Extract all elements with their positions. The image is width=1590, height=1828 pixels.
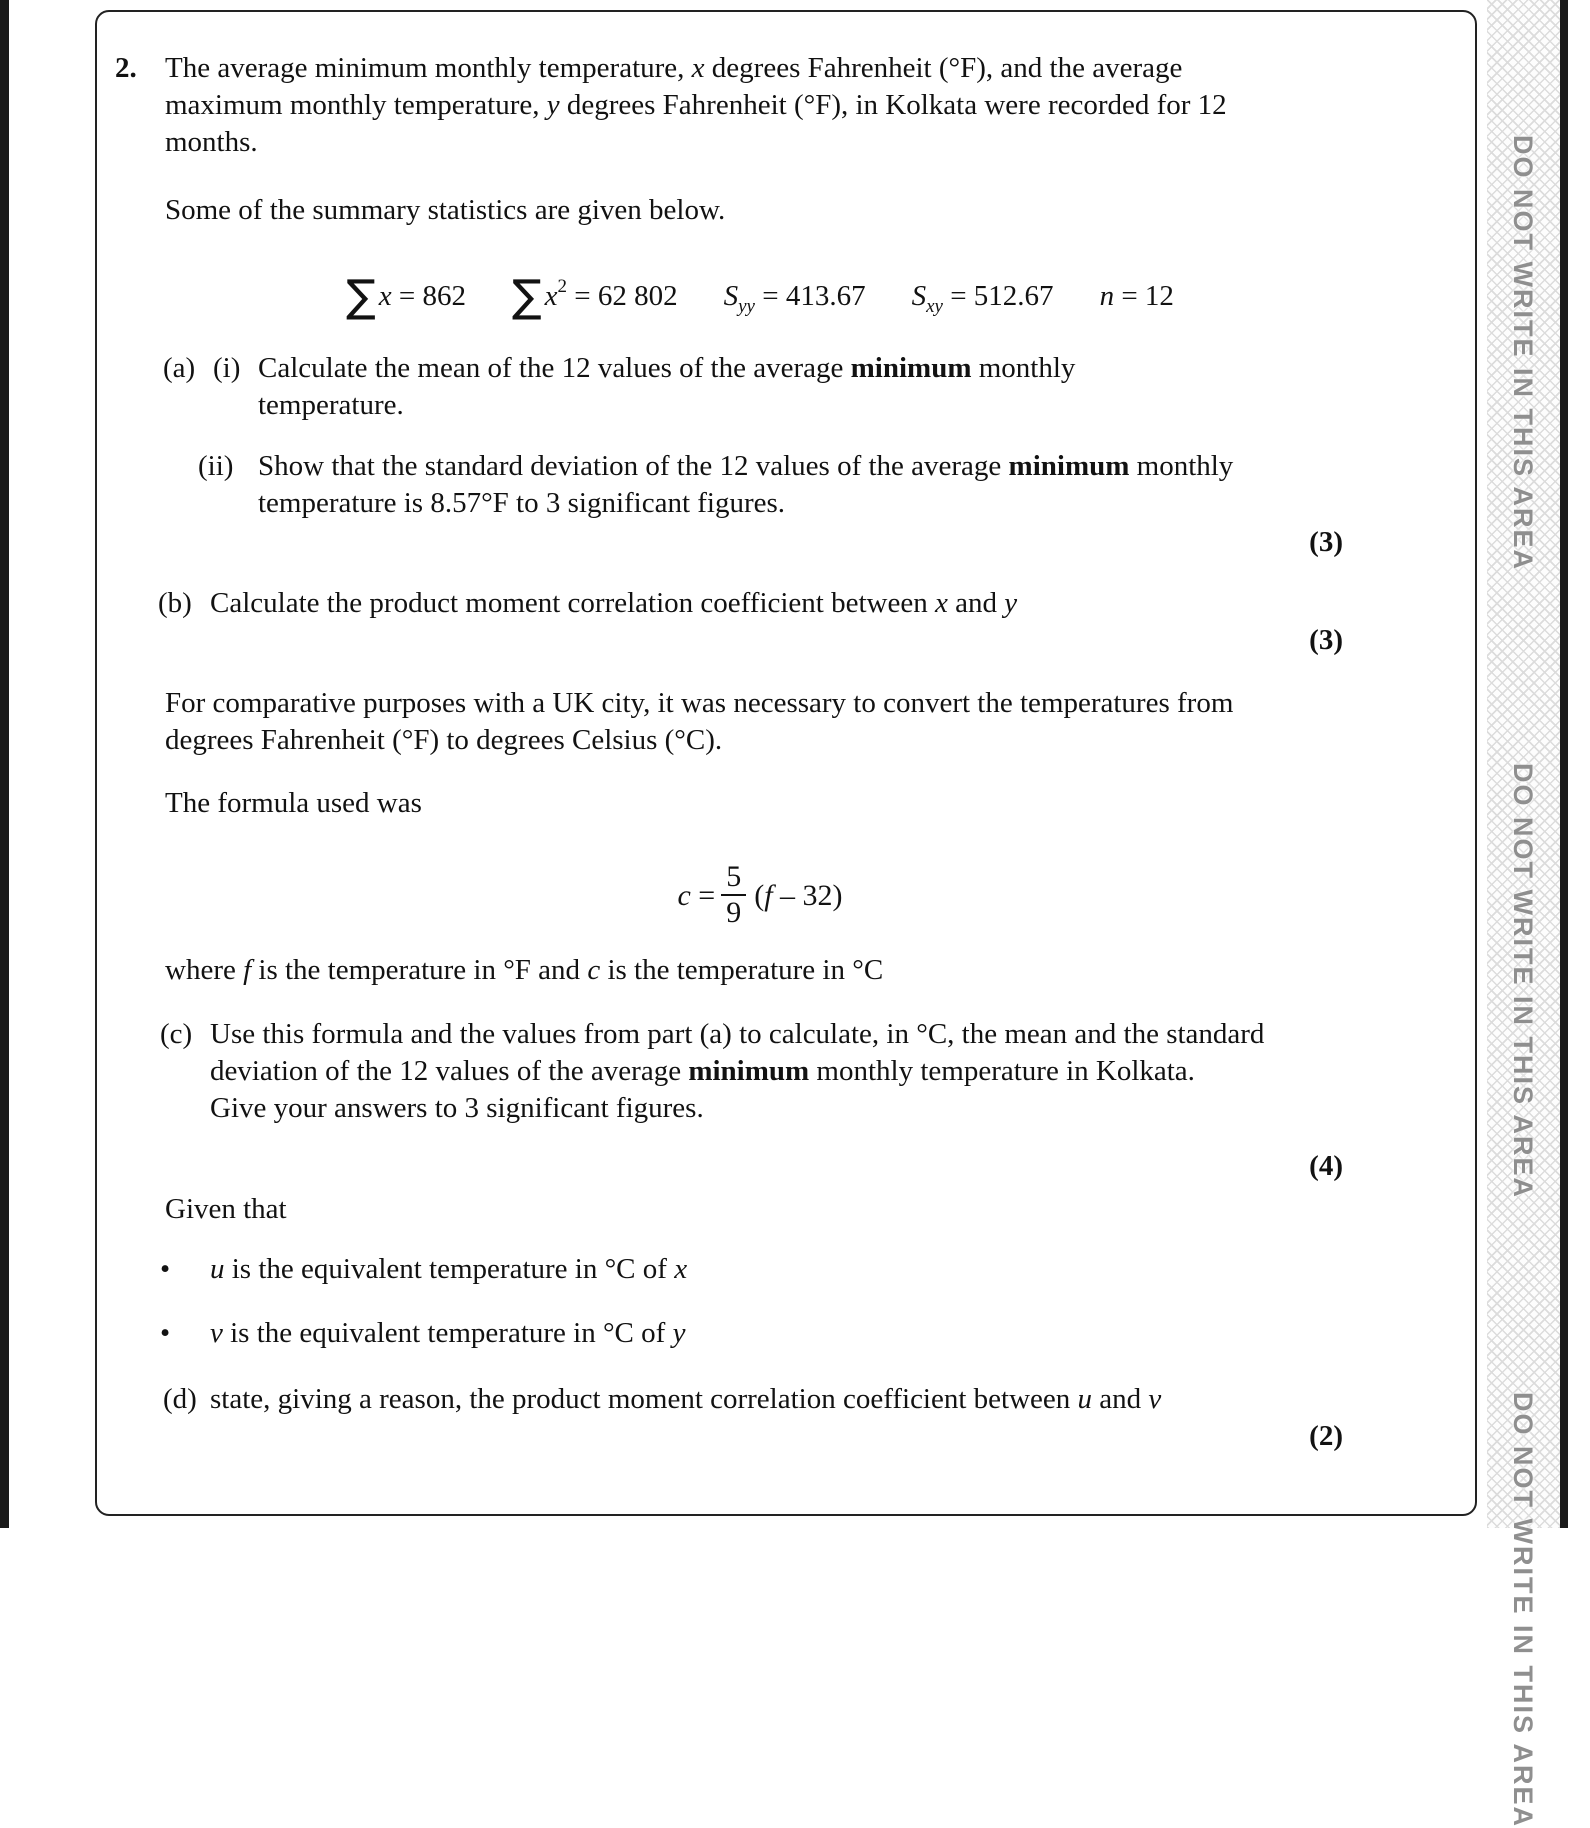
summary-statistics-line: Some of the summary statistics are given below. <box>165 194 726 226</box>
where-definition-line: where f is the temperature in °F and c is the temperature in °C <box>165 954 884 986</box>
part-b-marks: (3) <box>1309 624 1343 656</box>
part-a-ii-text: Show that the standard deviation of the 12 values of the average minimum monthly temperature is 8.57°F to 3 significant figures. <box>258 450 1234 519</box>
question-intro-row <box>115 50 1355 161</box>
stat-sum-x-squared: ∑ $x^2 = 62$ 802 <box>511 271 678 322</box>
do-not-write-label: DO NOT WRITE IN THIS AREA <box>1508 763 1538 1199</box>
part-d <box>115 1381 1355 1418</box>
part-c <box>115 1016 1355 1127</box>
part-c-text: Use this formula and the values from part (a) to calculate, in °C, the mean and the standard deviation of the 12 values of the average minimum monthly temperature in Kolkata. <box>210 1018 1265 1087</box>
page-left-edge <box>0 0 9 1528</box>
question-intro-text: The average minimum monthly temperature, x degrees Fahrenheit (°F), and the average maximum monthly temperature, y degrees Fahrenheit (°F), in Kolkata were recorded for 12 months. <box>165 52 1227 158</box>
bullet-icon: • <box>160 1317 171 1349</box>
comparative-paragraph: For comparative purposes with a UK city, it was necessary to convert the temperatures from degrees Fahrenheit (°F) to degrees Celsius (°C). <box>165 687 1234 756</box>
do-not-write-margin <box>1487 0 1560 1828</box>
part-c-marks: (4) <box>1309 1150 1343 1182</box>
part-a-i <box>115 350 1355 424</box>
formula-rhs: (f – 32) <box>754 878 843 912</box>
formula-fraction <box>721 860 746 931</box>
do-not-write-label: DO NOT WRITE IN THIS AREA <box>1508 135 1538 571</box>
bullet-v-row <box>115 1315 1355 1352</box>
part-d-label: (d) <box>163 1383 197 1415</box>
bullet-v-text: v is the equivalent temperature in °C of y <box>210 1317 686 1349</box>
part-d-marks: (2) <box>1309 1420 1343 1452</box>
formula-intro-line: The formula used was <box>165 787 422 819</box>
page-right-edge <box>1560 0 1568 1528</box>
bullet-u-row <box>115 1251 1355 1288</box>
stat-sum-x: ∑ x = 862 <box>346 271 466 322</box>
stat-n: n = 12 <box>1099 280 1174 312</box>
part-b <box>115 585 1355 622</box>
question-number: 2. <box>115 52 137 84</box>
part-c-text-2: Give your answers to 3 significant figures. <box>210 1092 704 1124</box>
question-content <box>115 0 1355 1455</box>
bullet-u-text: u is the equivalent temperature in °C of x <box>210 1253 688 1285</box>
part-a-ii-label: (ii) <box>198 450 234 482</box>
part-b-text: Calculate the product moment correlation coefficient between x and y <box>210 587 1018 619</box>
bullet-icon: • <box>160 1253 171 1285</box>
summary-statistics-values <box>165 269 1355 325</box>
part-a-i-label: (i) <box>213 352 241 384</box>
part-a-label: (a) <box>163 352 196 384</box>
stat-sxy: $S_{xy} = 512.67$ <box>911 280 1054 317</box>
fraction-denominator: 9 <box>721 894 746 931</box>
part-d-text: state, giving a reason, the product moment correlation coefficient between u and v <box>210 1383 1162 1415</box>
given-that-line: Given that <box>165 1193 287 1225</box>
formula-lhs: c = <box>677 878 716 912</box>
part-c-label: (c) <box>160 1018 193 1050</box>
part-a-i-text: Calculate the mean of the 12 values of the average minimum monthly temperature. <box>258 352 1076 421</box>
do-not-write-label: DO NOT WRITE IN THIS AREA <box>1508 1392 1538 1828</box>
part-a-ii <box>115 448 1355 522</box>
part-c-text-block <box>210 1016 1270 1127</box>
fraction-numerator: 5 <box>726 859 742 893</box>
part-a-marks: (3) <box>1309 526 1343 558</box>
part-b-label: (b) <box>158 587 192 619</box>
stat-syy: $S_{yy} = 413.67$ <box>723 280 866 317</box>
celsius-conversion-formula <box>165 845 1355 945</box>
